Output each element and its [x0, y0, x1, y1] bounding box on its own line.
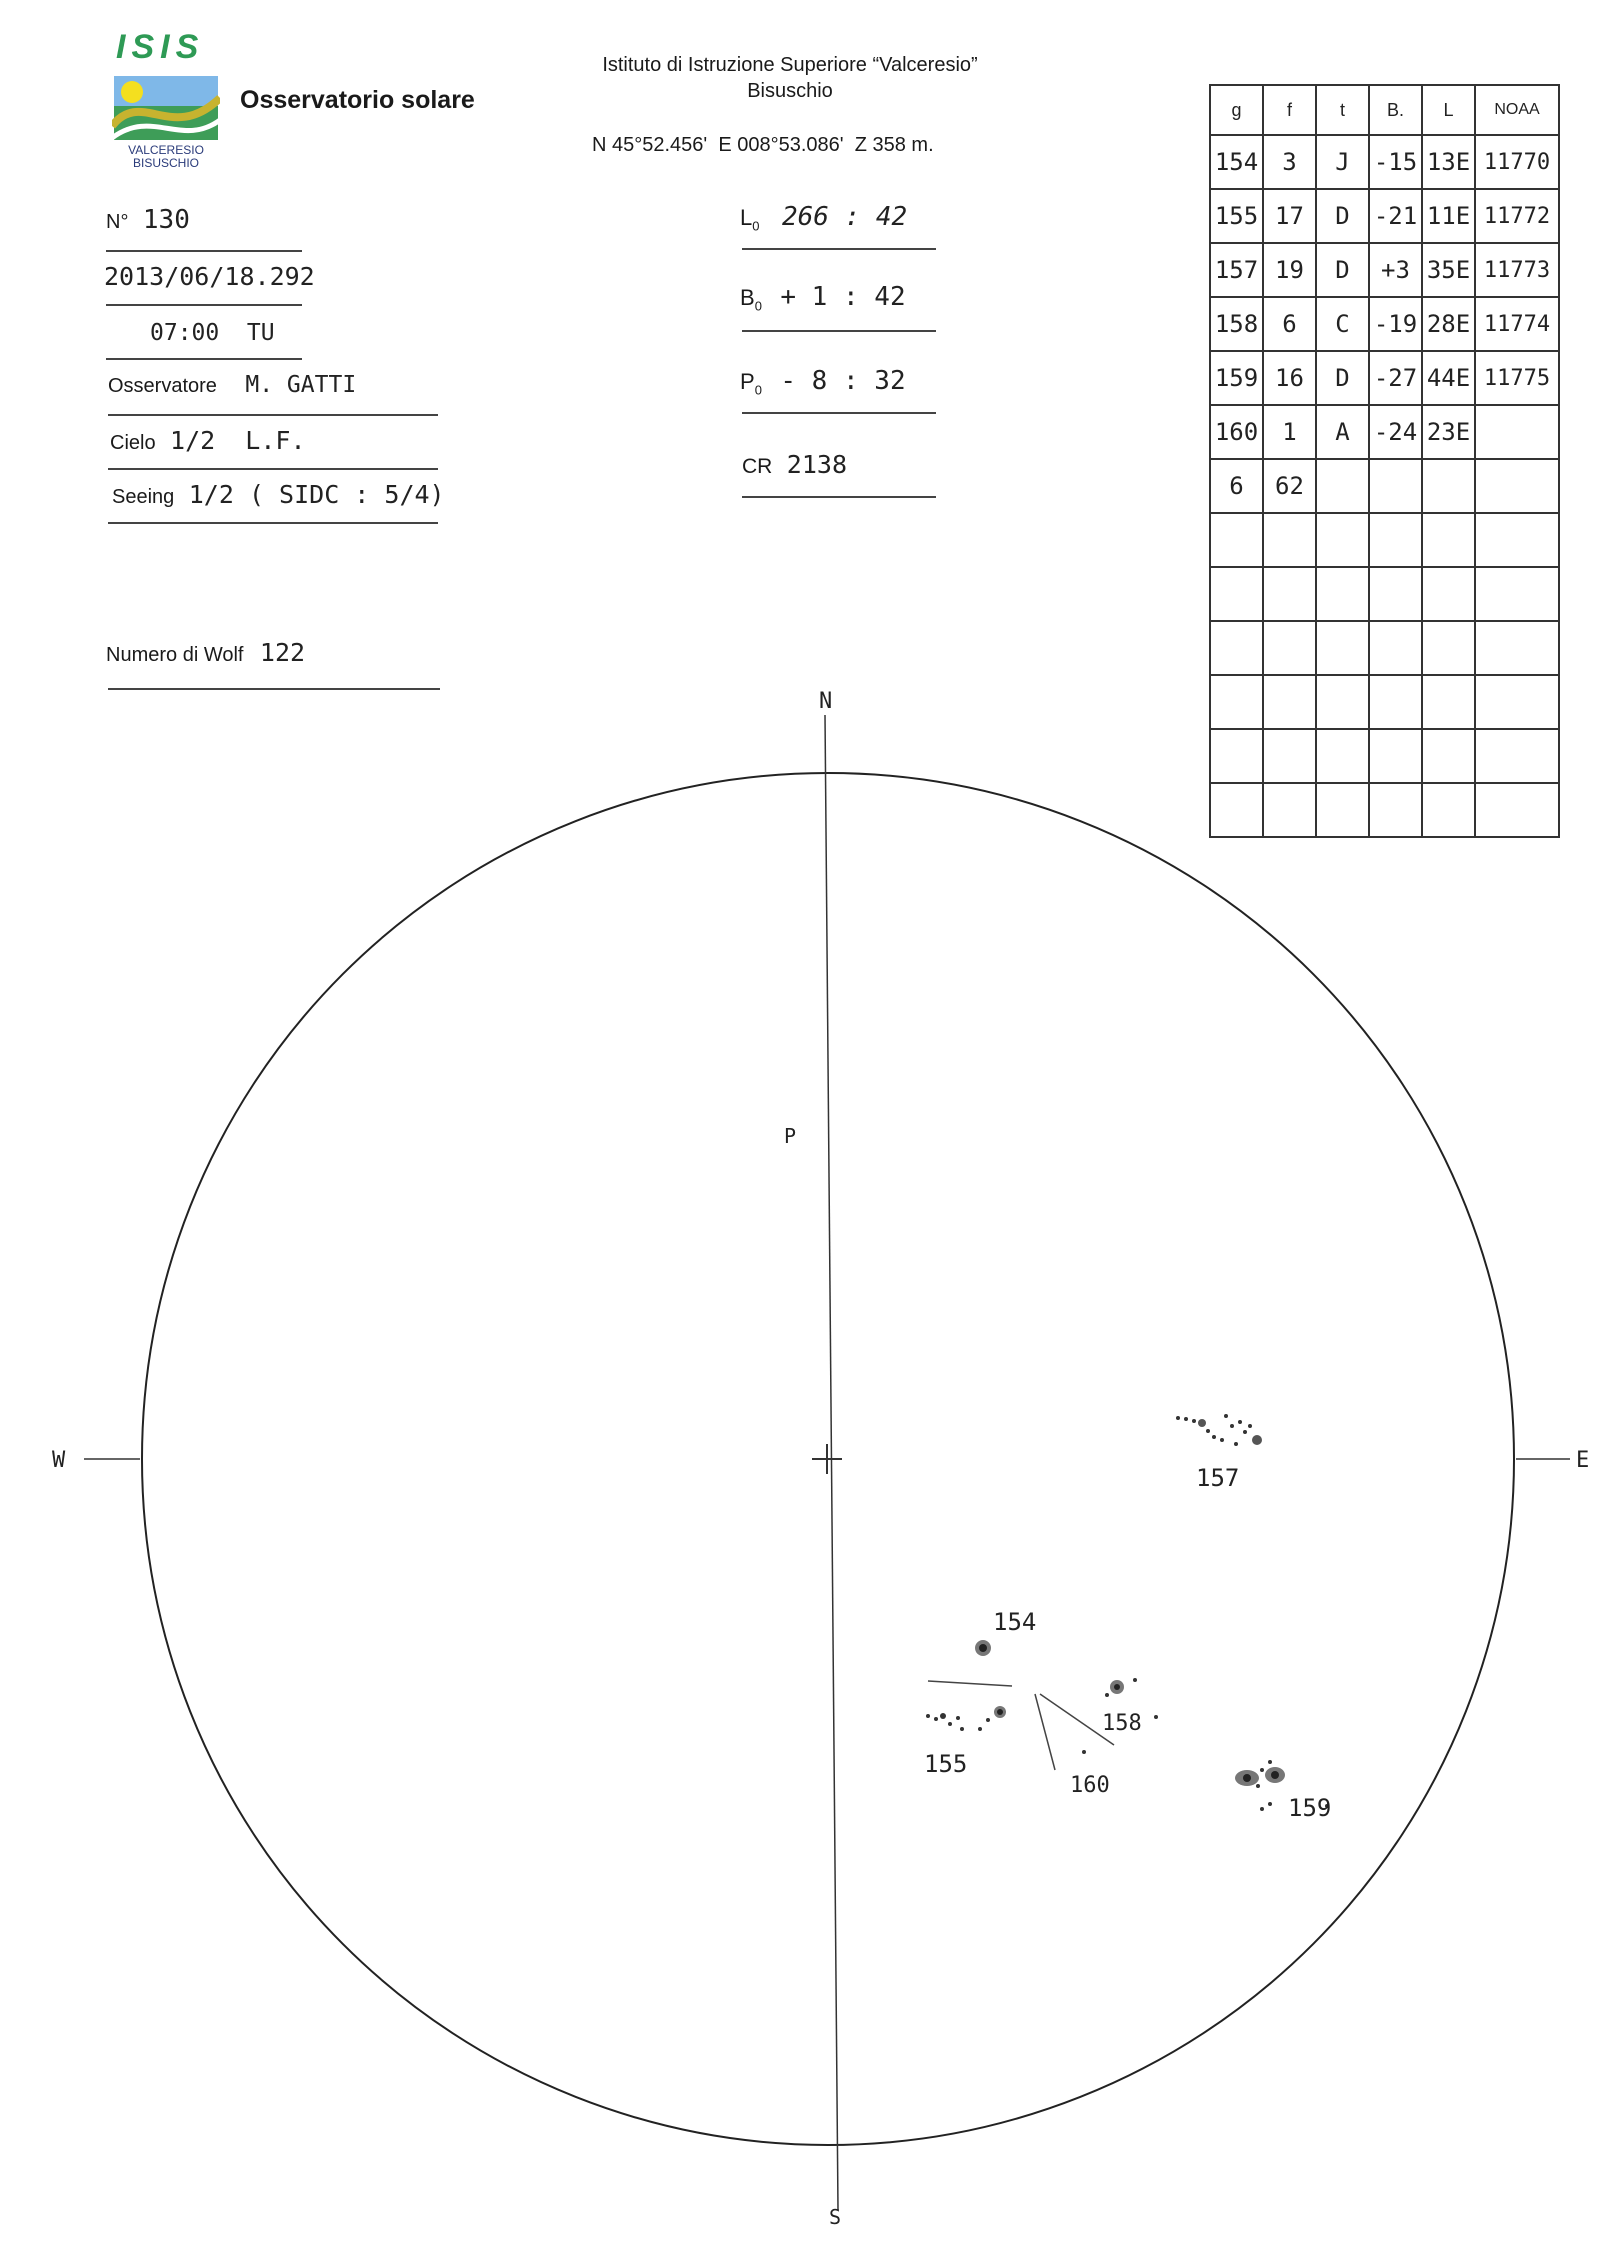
cell-g: 155 — [1210, 189, 1263, 243]
observer-label: Osservatore — [108, 375, 217, 397]
cell-l: 35E — [1422, 243, 1475, 297]
pole-mark: P — [784, 1124, 797, 1148]
institute-line1: Istituto di Istruzione Superiore “Valceresio” — [602, 54, 978, 76]
institute-line2: Bisuschio — [747, 80, 833, 102]
cell-g: 158 — [1210, 297, 1263, 351]
cell-b: -15 — [1369, 135, 1422, 189]
observation-date: 2013/06/18.292 — [104, 262, 315, 291]
cell-l: 13E — [1422, 135, 1475, 189]
cell-noaa: 11770 — [1475, 135, 1559, 189]
cell-b — [1369, 567, 1422, 621]
header-f: f — [1263, 85, 1316, 135]
p0-field — [740, 366, 906, 397]
sky-label: Cielo — [110, 432, 156, 454]
observation-number-field — [106, 205, 190, 235]
table-row — [1210, 189, 1559, 243]
cell-g — [1210, 513, 1263, 567]
cell-b: +3 — [1369, 243, 1422, 297]
logo-sub-line1: VALCERESIO — [128, 143, 204, 157]
cr-value: 2138 — [786, 450, 848, 479]
group-label-159: 159 — [1288, 1794, 1332, 1822]
observer-field — [108, 372, 356, 398]
cell-t: A — [1316, 405, 1369, 459]
observation-time: 07:00 TU — [150, 320, 275, 346]
cell-f: 19 — [1263, 243, 1316, 297]
wolf-value: 122 — [259, 638, 306, 667]
header-g: g — [1210, 85, 1263, 135]
group-label-154: 154 — [993, 1608, 1037, 1636]
cell-b: -27 — [1369, 351, 1422, 405]
wolf-label: Numero di Wolf — [106, 644, 244, 666]
table-row — [1210, 243, 1559, 297]
cell-noaa — [1475, 567, 1559, 621]
table-row — [1210, 135, 1559, 189]
cell-t — [1316, 567, 1369, 621]
p0-value: - 8 : 32 — [780, 366, 906, 396]
table-row — [1210, 297, 1559, 351]
header-l: L — [1422, 85, 1475, 135]
cell-f — [1263, 513, 1316, 567]
seeing-value: 1/2 ( SIDC : 5/4) — [188, 480, 445, 509]
cell-f: 1 — [1263, 405, 1316, 459]
cell-b: -21 — [1369, 189, 1422, 243]
group-label-160: 160 — [1070, 1773, 1110, 1798]
sky-underline — [108, 468, 438, 470]
table-row — [1210, 351, 1559, 405]
seeing-underline — [108, 522, 438, 524]
observatory-title: Osservatorio solare — [240, 86, 475, 114]
cell-l: 44E — [1422, 351, 1475, 405]
sky-field — [110, 426, 306, 455]
logo-subtitle — [112, 144, 220, 170]
cell-f: 6 — [1263, 297, 1316, 351]
cell-f: 17 — [1263, 189, 1316, 243]
cell-noaa: 11772 — [1475, 189, 1559, 243]
cell-b: -19 — [1369, 297, 1422, 351]
seeing-field — [112, 480, 445, 509]
logo-emblem — [112, 68, 220, 144]
cell-t: C — [1316, 297, 1369, 351]
cell-t: J — [1316, 135, 1369, 189]
sky-value: 1/2 L.F. — [170, 426, 306, 455]
sunspot-group-157 — [1176, 1414, 1262, 1446]
cell-l — [1422, 513, 1475, 567]
p0-underline — [742, 412, 936, 414]
cell-l: 28E — [1422, 297, 1475, 351]
observation-number: 130 — [142, 205, 190, 235]
cell-t — [1316, 513, 1369, 567]
group-label-157: 157 — [1196, 1464, 1240, 1492]
sunspot-group-154 — [975, 1640, 991, 1656]
b0-label: $B_0$ — [740, 285, 762, 314]
table-row — [1210, 513, 1559, 567]
solar-disk-drawing — [0, 660, 1600, 2267]
cr-field — [742, 450, 847, 479]
cell-l — [1422, 567, 1475, 621]
cell-f: 62 — [1263, 459, 1316, 513]
cell-g: 160 — [1210, 405, 1263, 459]
cell-g — [1210, 567, 1263, 621]
date-underline — [106, 304, 302, 306]
l0-label: $L_0$ — [740, 205, 760, 234]
l0-underline — [742, 248, 936, 250]
number-underline — [106, 250, 302, 252]
observer-name: M. GATTI — [245, 372, 357, 398]
table-row — [1210, 567, 1559, 621]
school-logo — [112, 28, 220, 170]
east-label: E — [1576, 1448, 1590, 1473]
west-label: W — [52, 1448, 66, 1473]
groups-table-header — [1210, 85, 1559, 135]
cell-g: 154 — [1210, 135, 1263, 189]
cell-b: -24 — [1369, 405, 1422, 459]
cell-l: 11E — [1422, 189, 1475, 243]
header-t: t — [1316, 85, 1369, 135]
l0-field — [740, 202, 907, 233]
cell-l — [1422, 459, 1475, 513]
cell-g: 159 — [1210, 351, 1263, 405]
north-label: N — [819, 689, 833, 714]
cell-f — [1263, 567, 1316, 621]
cell-l: 23E — [1422, 405, 1475, 459]
cell-g: 6 — [1210, 459, 1263, 513]
b0-value: + 1 : 42 — [780, 282, 906, 312]
observer-underline — [108, 414, 438, 416]
table-row — [1210, 459, 1559, 513]
cell-f: 3 — [1263, 135, 1316, 189]
seeing-label: Seeing — [112, 486, 175, 508]
b0-underline — [742, 330, 936, 332]
cell-t: D — [1316, 351, 1369, 405]
cr-underline — [742, 496, 936, 498]
header-b: B. — [1369, 85, 1422, 135]
group-label-158: 158 — [1102, 1711, 1142, 1736]
cell-g: 157 — [1210, 243, 1263, 297]
cell-noaa — [1475, 405, 1559, 459]
cell-noaa: 11774 — [1475, 297, 1559, 351]
b0-field — [740, 282, 906, 313]
site-coordinates: N 45°52.456' E 008°53.086' Z 358 m. — [592, 134, 934, 156]
cell-t — [1316, 459, 1369, 513]
header-noaa: NOAA — [1475, 85, 1559, 135]
sunspot-group-155 — [926, 1681, 1012, 1731]
time-underline — [106, 358, 302, 360]
cell-f: 16 — [1263, 351, 1316, 405]
table-row — [1210, 405, 1559, 459]
cell-noaa: 11773 — [1475, 243, 1559, 297]
cell-noaa — [1475, 513, 1559, 567]
institute-name — [530, 52, 1050, 104]
number-label: N° — [106, 211, 129, 233]
logo-sub-line2: BISUSCHIO — [132, 156, 199, 170]
cell-noaa: 11775 — [1475, 351, 1559, 405]
group-label-155: 155 — [924, 1750, 968, 1778]
cell-b — [1369, 459, 1422, 513]
cell-noaa — [1475, 459, 1559, 513]
cr-label: CR — [742, 455, 773, 478]
cell-t: D — [1316, 189, 1369, 243]
south-label: S — [829, 2205, 842, 2229]
cell-t: D — [1316, 243, 1369, 297]
p0-label: $P_0$ — [740, 369, 762, 398]
logo-name: ISIS — [116, 28, 205, 66]
l0-value: 266 : 42 — [781, 202, 908, 232]
cell-b — [1369, 513, 1422, 567]
